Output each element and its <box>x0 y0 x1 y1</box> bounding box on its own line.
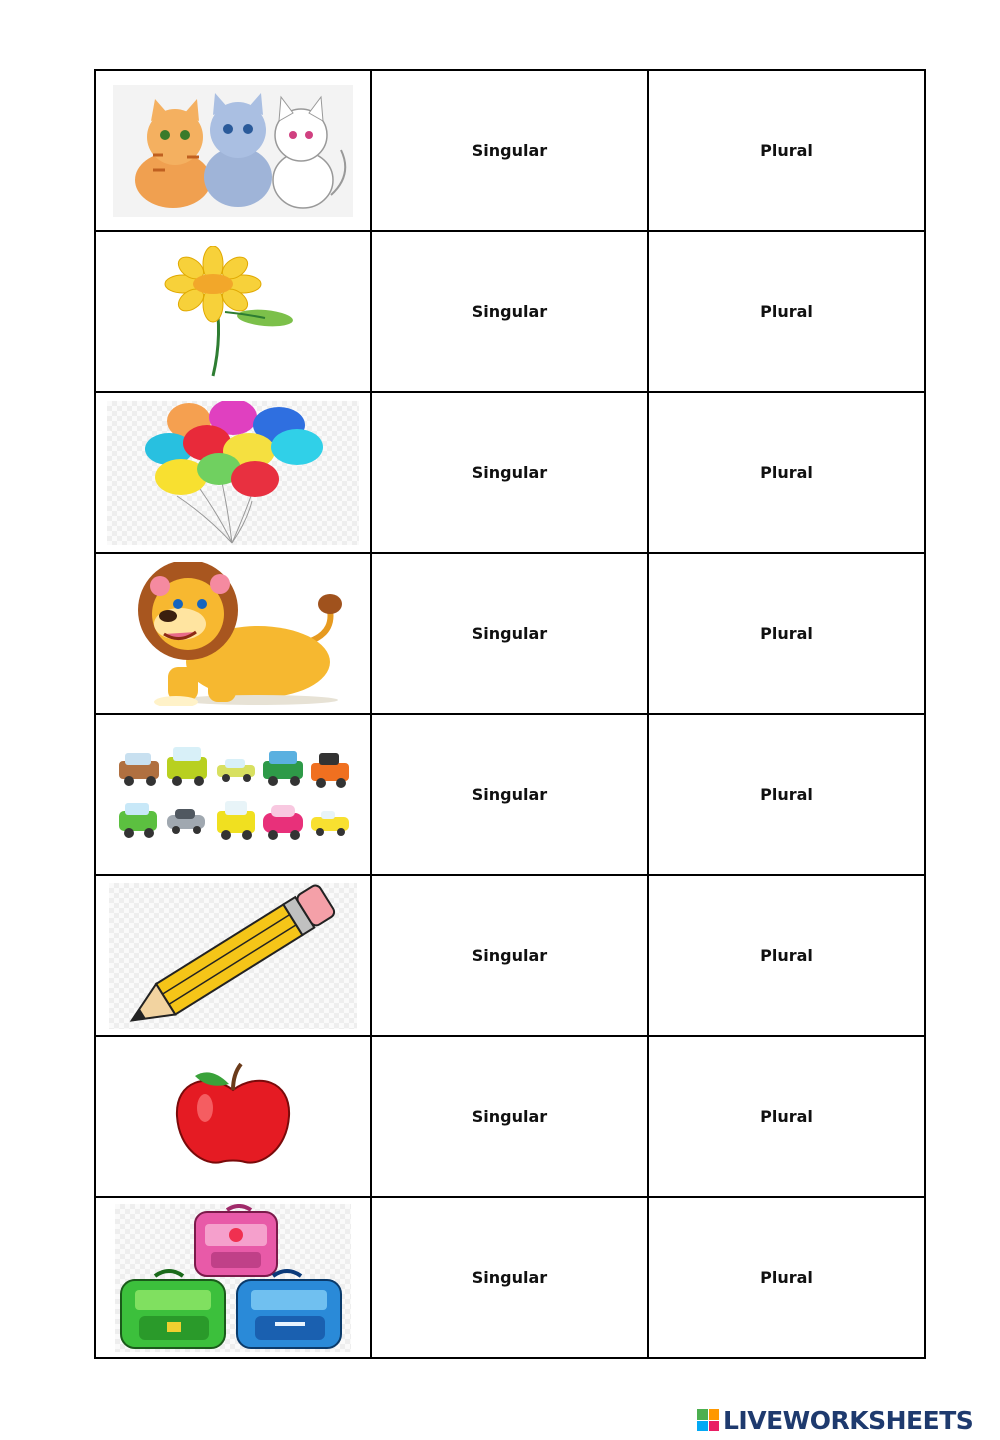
plural-option[interactable]: Plural <box>648 392 925 553</box>
table-row <box>95 875 925 1036</box>
plural-option[interactable]: Plural <box>648 714 925 875</box>
table-row <box>95 231 925 392</box>
kittens-icon <box>113 85 353 217</box>
picture-cell <box>95 392 371 553</box>
singular-option[interactable]: Singular <box>371 231 648 392</box>
table-row <box>95 714 925 875</box>
plural-option[interactable]: Plural <box>648 70 925 231</box>
plural-option[interactable]: Plural <box>648 231 925 392</box>
picture-cell <box>95 70 371 231</box>
flower-icon <box>113 246 353 378</box>
picture-cell <box>95 1197 371 1358</box>
backpacks-icon <box>115 1204 351 1352</box>
picture-cell <box>95 875 371 1036</box>
brand-wordmark: LIVEWORKSHEETS <box>723 1405 974 1435</box>
picture-cell <box>95 553 371 714</box>
picture-cell <box>95 1036 371 1197</box>
singular-option[interactable]: Singular <box>371 392 648 553</box>
table-row <box>95 553 925 714</box>
liveworksheets-logo-icon <box>697 1409 719 1431</box>
apple-icon <box>113 1062 353 1172</box>
table-row <box>95 392 925 553</box>
plural-option[interactable]: Plural <box>648 1197 925 1358</box>
plural-option[interactable]: Plural <box>648 1036 925 1197</box>
lion-icon <box>108 562 358 706</box>
picture-cell <box>95 714 371 875</box>
singular-option[interactable]: Singular <box>371 875 648 1036</box>
table-row <box>95 1036 925 1197</box>
cars-icon <box>113 745 353 845</box>
pencil-icon <box>109 883 357 1029</box>
singular-option[interactable]: Singular <box>371 553 648 714</box>
singular-option[interactable]: Singular <box>371 714 648 875</box>
table-row <box>95 70 925 231</box>
plural-option[interactable]: Plural <box>648 553 925 714</box>
singular-plural-table <box>94 69 926 1359</box>
singular-option[interactable]: Singular <box>371 1197 648 1358</box>
balloons-icon <box>107 401 359 545</box>
picture-cell <box>95 231 371 392</box>
footer-brand <box>697 1405 973 1435</box>
singular-option[interactable]: Singular <box>371 70 648 231</box>
plural-option[interactable]: Plural <box>648 875 925 1036</box>
singular-option[interactable]: Singular <box>371 1036 648 1197</box>
table-row <box>95 1197 925 1358</box>
